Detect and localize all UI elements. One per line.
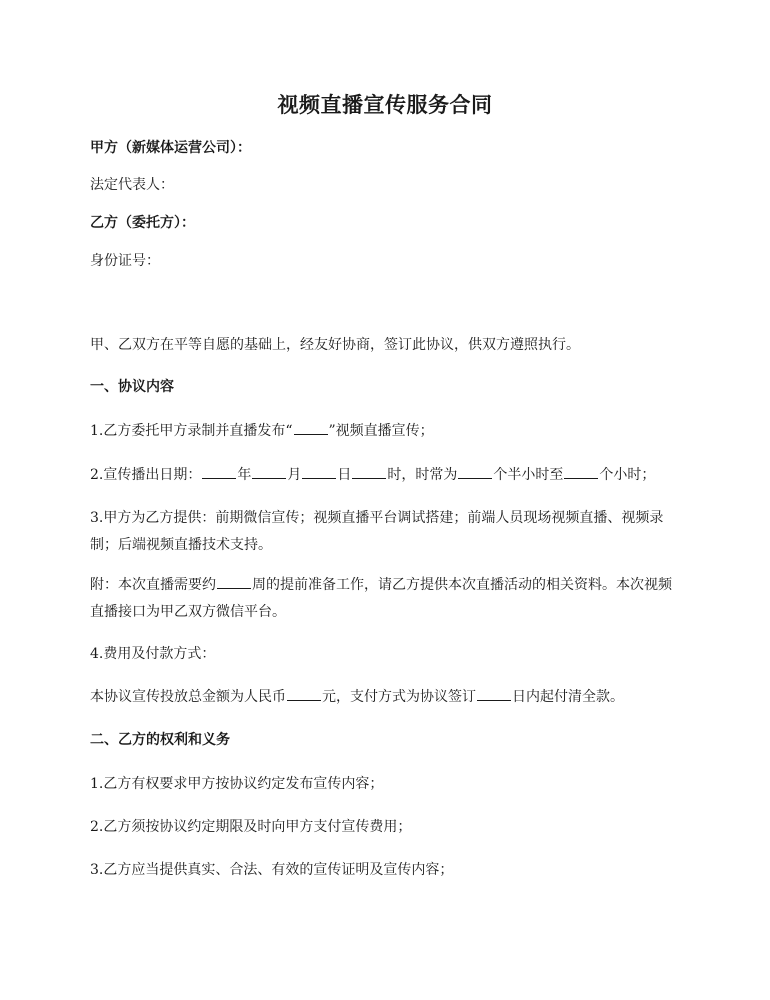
day-blank — [302, 464, 336, 479]
clause-1-2-text-c: 月 — [287, 467, 302, 483]
note-prefix: 附：本次直播需要约 — [90, 577, 216, 593]
clause-1-2-text-b: 年 — [237, 467, 252, 483]
clause-1-note — [90, 572, 682, 626]
payment-text-c: 日内起付清全款。 — [512, 689, 624, 705]
amount-blank — [287, 686, 321, 701]
clause-2-2: 2.乙方须按协议约定期限及时向甲方支付宣传费用； — [90, 819, 412, 835]
clause-1-1-prefix: 1.乙方委托甲方录制并直播发布“ — [90, 423, 293, 439]
hour-blank — [352, 464, 386, 479]
weeks-blank — [217, 574, 251, 589]
clause-2-1: 1.乙方有权要求甲方按协议约定发布宣传内容； — [90, 776, 384, 792]
party-b-label: 乙方（委托方）： — [90, 215, 195, 231]
clause-2-3: 3.乙方应当提供真实、合法、有效的宣传证明及宣传内容； — [90, 862, 454, 878]
program-name-blank — [294, 420, 328, 435]
clause-1-4: 4.费用及付款方式： — [90, 646, 216, 662]
clause-1-2-text-f: 个半小时至 — [493, 467, 564, 483]
clause-1-3: 3.甲方为乙方提供：前期微信宣传；视频直播平台调试搭建；前端人员现场视频直播、视频录制；后端视频直播技术支持。 — [90, 510, 664, 553]
payment-paragraph — [90, 684, 690, 711]
duration-min-blank — [458, 464, 492, 479]
legal-rep-label: 法定代表人： — [90, 177, 174, 193]
duration-max-blank — [564, 464, 598, 479]
clause-1-2-text-e: 时，时常为 — [387, 467, 458, 483]
party-a-label: 甲方（新媒体运营公司）： — [90, 140, 251, 156]
year-blank — [202, 464, 236, 479]
id-number-label: 身份证号： — [90, 253, 160, 269]
clause-1-2 — [90, 462, 690, 489]
section2-heading: 二、乙方的权利和义务 — [90, 732, 230, 748]
section1-heading: 一、协议内容 — [90, 379, 174, 395]
payment-text-b: 元，支付方式为协议签订 — [322, 689, 476, 705]
note-suffix: 周的提前准备工作，请乙方提供本次直播活动的相关资料。本次视频直播接口为甲乙双方微信平台。 — [90, 577, 672, 620]
month-blank — [252, 464, 286, 479]
clause-1-2-text-g: 个小时； — [599, 467, 656, 483]
payment-days-blank — [477, 686, 511, 701]
clause-1-1-suffix: ”视频直播宣传； — [328, 423, 434, 439]
payment-text-a: 本协议宣传投放总金额为人民币 — [90, 689, 286, 705]
clause-1-1 — [90, 418, 690, 445]
preamble-paragraph: 甲、乙双方在平等自愿的基础上，经友好协商，签订此协议，供双方遵照执行。 — [90, 337, 580, 353]
clause-1-2-text-d: 日 — [337, 467, 352, 483]
document-title: 视频直播宣传服务合同 — [277, 92, 493, 117]
clause-1-2-text-a: 2.宣传播出日期： — [90, 467, 202, 483]
